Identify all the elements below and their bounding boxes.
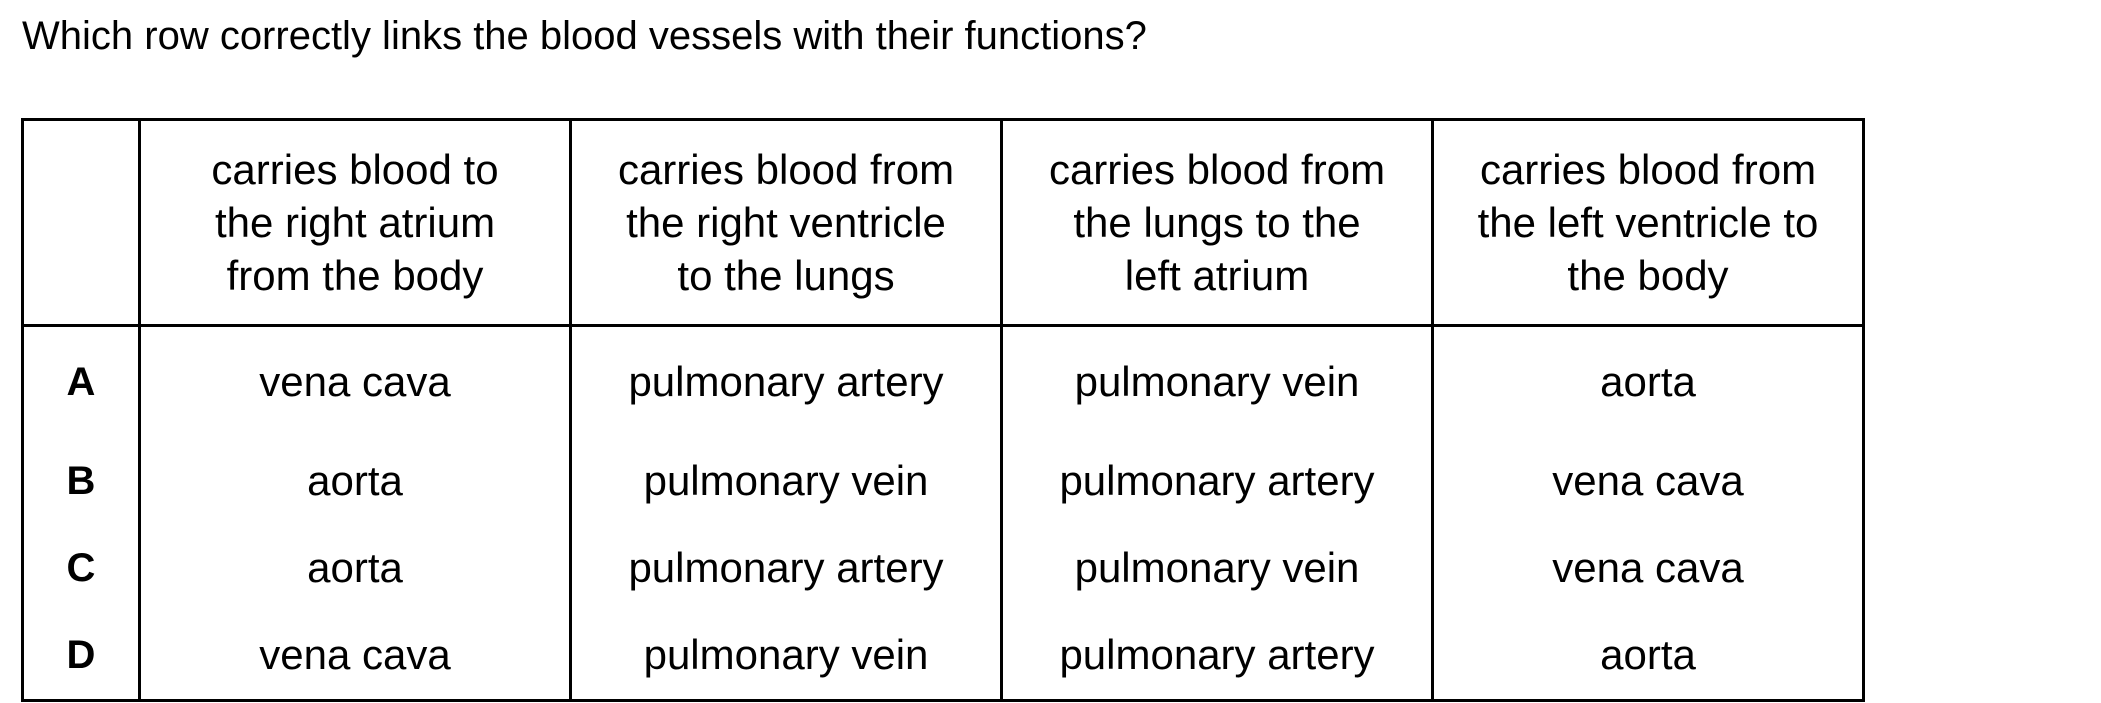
header-cell-left-ventricle [1433, 120, 1864, 326]
answer-table [21, 118, 1865, 702]
option-letter: C [23, 524, 140, 611]
table-cell: pulmonary artery [571, 326, 1002, 438]
table-cell: vena cava [1433, 437, 1864, 524]
header-cell-right-atrium [140, 120, 571, 326]
header-line: to the lungs [677, 252, 895, 299]
table-cell: pulmonary artery [571, 524, 1002, 611]
header-line: from the body [226, 252, 484, 299]
header-line: carries blood from [1479, 146, 1817, 193]
option-letter: A [23, 326, 140, 438]
table-cell: vena cava [140, 326, 571, 438]
header-line: the left ventricle to [1477, 199, 1819, 246]
header-line: the right ventricle [626, 199, 946, 246]
header-line: the lungs to the [1073, 199, 1361, 246]
header-line: the right atrium [214, 199, 496, 246]
option-letter: D [23, 611, 140, 701]
table-cell: vena cava [140, 611, 571, 701]
option-row-b[interactable] [23, 437, 1864, 524]
table-cell: pulmonary vein [571, 437, 1002, 524]
table-cell: aorta [1433, 611, 1864, 701]
question-text: Which row correctly links the blood vessels with their functions? [22, 14, 1147, 58]
header-empty-cell [23, 120, 140, 326]
option-row-a[interactable] [23, 326, 1864, 438]
table-cell: pulmonary artery [1002, 611, 1433, 701]
header-cell-left-atrium [1002, 120, 1433, 326]
header-line: carries blood from [1048, 146, 1386, 193]
option-row-d[interactable] [23, 611, 1864, 701]
table-cell: pulmonary vein [571, 611, 1002, 701]
header-line: carries blood from [617, 146, 955, 193]
header-row [23, 120, 1864, 326]
table-cell: aorta [140, 437, 571, 524]
table-cell: pulmonary artery [1002, 437, 1433, 524]
table-cell: vena cava [1433, 524, 1864, 611]
option-letter: B [23, 437, 140, 524]
option-row-c[interactable] [23, 524, 1864, 611]
header-line: the body [1567, 252, 1729, 299]
header-line: left atrium [1124, 252, 1310, 299]
table-cell: pulmonary vein [1002, 524, 1433, 611]
header-cell-right-ventricle [571, 120, 1002, 326]
table-cell: aorta [140, 524, 571, 611]
header-line: carries blood to [211, 146, 499, 193]
table-cell: pulmonary vein [1002, 326, 1433, 438]
table-cell: aorta [1433, 326, 1864, 438]
